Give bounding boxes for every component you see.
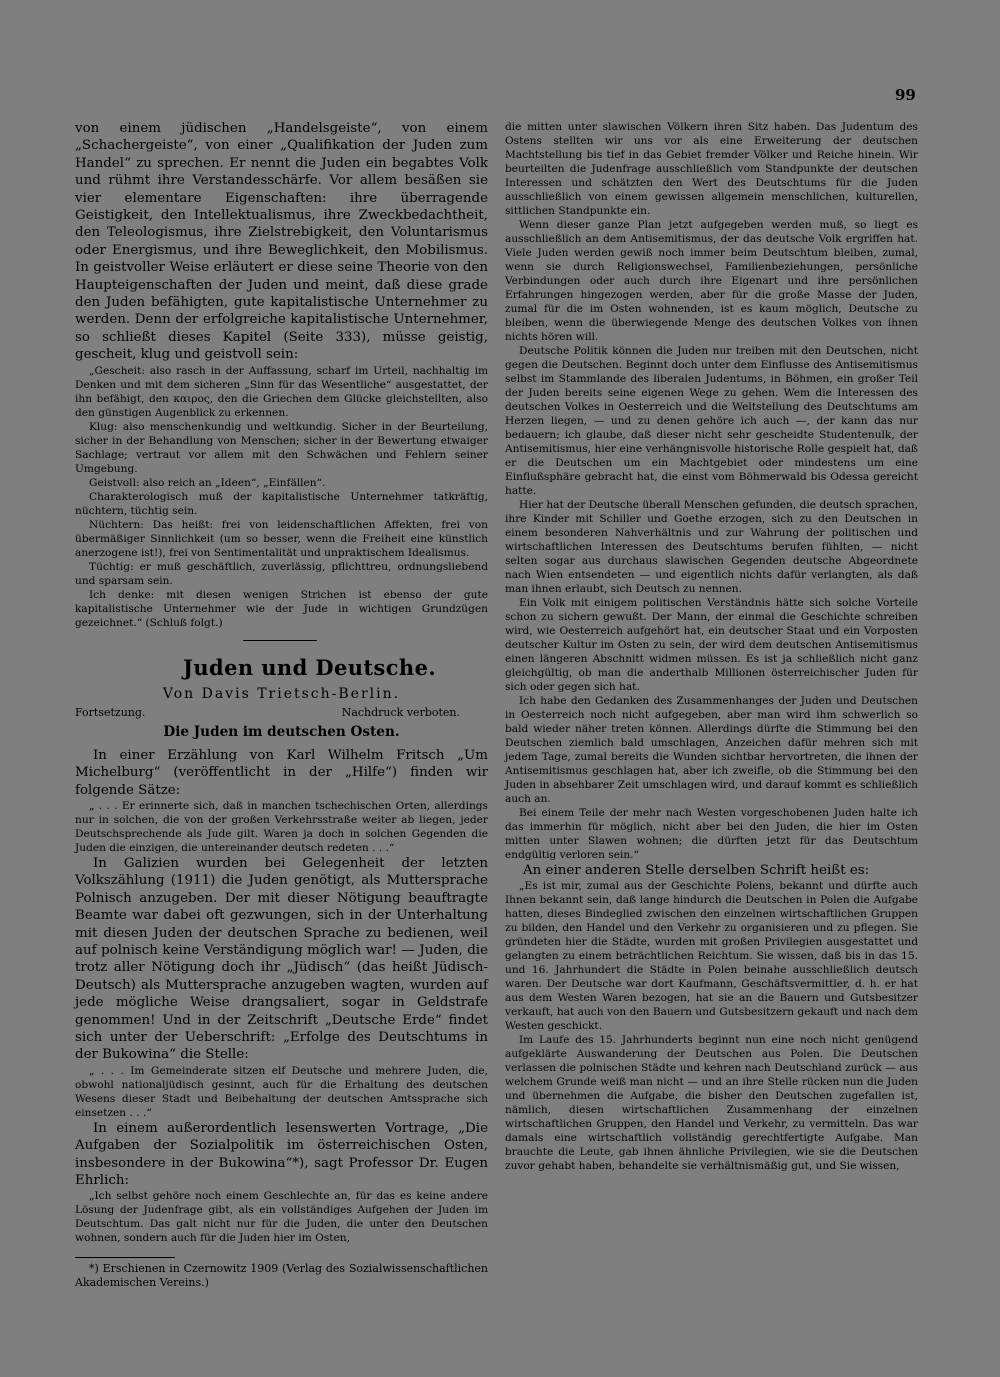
- quote-paragraph: Ich habe den Gedanken des Zusammenhanges der Juden und Deutschen in Oesterreich noch nicht aufgegeben, aber man wird ihm schwerlich so bald wieder näher treten können. Allerdings dürfte die Stimmung bei den Deutschen ziemlich bald umschlagen, Anzeichen dafür mehren sich mit jedem Tage, zumal bereits die Wunden sichtbar hervortreten, die ihnen der Antisemitismus geschlagen hat, aber ich zweifle, ob die Stimmung bei den Juden in absehbarer Zeit umschlagen wird, und darauf kommt es schließlich auch an.: [505, 695, 918, 805]
- article-byline: Von Davis Trietsch-Berlin.: [162, 685, 401, 702]
- footnote: *) Erschienen in Czernowitz 1909 (Verlag des Sozialwissenschaftlichen Akademischen Vereins.): [75, 1262, 488, 1290]
- quote-paragraph: Charakterologisch muß der kapitalistische Unternehmer tatkräftig, nüchtern, tüchtig sein.: [75, 490, 488, 517]
- quote-paragraph: Geistvoll: also reich an „Ideen“, „Einfällen“.: [89, 476, 326, 489]
- quote-paragraph: „Ich selbst gehöre noch einem Geschlechte an, für das es keine andere Lösung der Judenfrage gibt, als ein vollständiges Aufgehen der Juden im Deutschtum. Das galt nicht nur für die Juden, die unter den Deutschen wohnen, sondern auch für die Juden hier im Osten,: [75, 1190, 488, 1245]
- quote-paragraph: Im Laufe des 15. Jahrhunderts beginnt nun eine noch nicht genügend aufgeklärte Auswanderung der Deutschen aus Polen. Die Deutschen verlassen die polnischen Städte und kehren nach Deutschland zurück — aus welchem Grunde weiß man nicht — und an ihre Stelle rücken nun die Juden und übernehmen die Aufgabe, die bisher den Deutschen zugefallen ist, nämlich, diesen wirtschaftlichen Zusammenhang der einzelnen wirtschaftlichen Gruppen, den Handel und Verkehr, zu vermitteln. Das war damals eine wirtschaftlich vollständig gerechtfertigte Aufgabe. Man brauchte die Leute, gab ihnen ähnliche Privilegien, wie sie die Deutschen zuvor gehabt haben, behandelte sie verhältnismäßig gut, und Sie wissen,: [505, 1034, 918, 1173]
- paragraph: In einer Erzählung von Karl Wilhelm Fritsch „Um Michelburg“ (veröffentlicht in der „Hilfe“) finden wir folgende Sätze:: [75, 747, 488, 798]
- quote-paragraph: „ . . . Er erinnerte sich, daß in manchen tschechischen Orten, allerdings nur in solchen, die von der großen Verkehrsstraße weiter ab liegen, jeder Deutschsprechende als Jude gilt. Waren ja doch in solchen Gegenden die Juden die einzigen, die untereinander deutsch redeten . . .“: [75, 799, 488, 854]
- quote-paragraph: Ein Volk mit einigem politischen Verständnis hätte sich solche Vorteile schon zu sichern gewußt. Der Mann, der einmal die Geschichte schreiben wird, wie Oesterreich aufgehört hat, ein deutscher Staat und ein Vorposten deutscher Kultur im Osten zu sein, der wird dem deutschen Antisemitismus einen längeren Abschnitt widmen müssen. Es ist ja schließlich nicht ganz gleichgültig, ob man die anderthalb Millionen österreichischer Juden für sich oder gegen sich hat.: [505, 597, 918, 693]
- quote-paragraph: Nüchtern: Das heißt: frei von leidenschaftlichen Affekten, frei von übermäßiger Sinnlichkeit (um so besser, wenn die Freiheit eine künstlich anerzogene ist!), frei von Sentimentalität und unpraktischem Idealismus.: [75, 518, 488, 559]
- paragraph: von einem jüdischen „Handelsgeiste“, von einem „Schachergeiste“, von einer „Qualifikation der Juden zum Handel“ zu sprechen. Er nennt die Juden ein begabtes Volk und rühmt ihre Verstandesschärfe. Vor allem besäßen sie vier elementare Eigenschaften: ihre überragende Geistigkeit, den Intellektualismus, ihre Zweckbedachtheit, den Teleologismus, ihre Zielstrebigkeit, den Voluntarismus oder Energismus, und ihre Beweglichkeit, den Mobilismus. In geistvoller Weise erläutert er diese seine Theorie von den Haupteigenschaften der Juden und meint, daß diese grade den Juden befähigten, gute kapitalistische Unternehmer zu werden. Denn der erfolgreiche kapitalistische Unternehmer, so schließt dieses Kapitel (Seite 333), müsse geistig, gescheit, klug und geistvoll sein:: [75, 121, 488, 363]
- copyright-note: Nachdruck verboten.: [341, 705, 460, 719]
- page-number: 99: [895, 86, 916, 104]
- article-title: Juden und Deutsche.: [183, 654, 437, 680]
- quote-paragraph: Deutsche Politik können die Juden nur treiben mit den Deutschen, nicht gegen die Deutschen. Beginnt doch unter dem Einflusse des Antisemitismus selbst im Stammlande des liberalen Judentums, in Böhmen, ein großer Teil der Juden bereits seine eigenen Wege zu gehen. Wem die Interessen des deutschen Volkes in Oesterreich und die Weltstellung des Deutschtums am Herzen liegen, — und zu denen gehöre ich auch —, der kann das nur bedauern; ich glaube, daß dieser nicht sehr gescheidte Studentenulk, der Antisemitismus, hier eine verhängnisvolle historische Rolle gespielt hat, daß er die Deutschen um ein Machtgebiet oder mindestens um eine Einflußsphäre gebracht hat, die einst vom Böhmerwald bis Odessa gereicht hatte.: [505, 345, 918, 497]
- quote-paragraph: „ . . . Im Gemeinderate sitzen elf Deutsche und mehrere Juden, die, obwohl nationaljüdisch gesinnt, auch für die Erhaltung des deutschen Wesens dieser Stadt und Beibehaltung der deutschen Amtssprache sich einsetzen . . .“: [75, 1064, 488, 1119]
- quote-paragraph: „Es ist mir, zumal aus der Geschichte Polens, bekannt und dürfte auch Ihnen bekannt sein, daß lange hindurch die Deutschen in Polen die Aufgabe hatten, dieses Bindeglied zwischen den einzelnen wirtschaftlichen Gruppen zu bilden, den Handel und den Verkehr zu organisieren und zu pflegen. Sie gründeten hier die Städte, wurden mit großen Privilegien ausgestattet und gelangten zu einem beträchtlichen Reichtum. Sie wissen, daß bis in das 15. und 16. Jahrhundert die Städte in Polen beinahe ausschließlich deutsch waren. Der Deutsche war dort Kaufmann, Geschäftsvermittler, d. h. er hat aus dem Westen Waren bezogen, hat sie an die Bauern und Gutsbesitzer verkauft, hat auch von den Bauern und Gutsbesitzern gekauft und nach dem Westen geschickt.: [505, 880, 918, 1033]
- quote-paragraph: Hier hat der Deutsche überall Menschen gefunden, die deutsch sprachen, ihre Kinder mit Schiller und Goethe erzogen, sich zu den Deutschen in einem besonderen Nahverhältnis und zur Wahrung der politischen und wirtschaftlichen Interessen des Deutschtums berufen fühlten, — nicht selten sogar aus durchaus slawischen Gegenden deutsche Abgeordnete nach Wien entsendeten — und eigentlich nichts dafür verlangten, als daß man ihnen erlaubt, sich Deutsch zu nennen.: [505, 499, 918, 595]
- right-column: [505, 120, 918, 1173]
- section-divider: [243, 640, 317, 641]
- quote-paragraph: die mitten unter slawischen Völkern ihren Sitz haben. Das Judentum des Ostens stellten wir uns vor als eine Erweiterung der deutschen Machtstellung bis tief in das Gebiet fremder Völker und Reiche hinein. Wir beurteilten die Judenfrage ausschließlich vom Standpunkte der deutschen Interessen und schätzten den Wert des Deutschtums für die Juden ausschließlich von einem gewissen allgemein menschlichen, kulturellen, sittlichen Standpunkte ein.: [505, 121, 918, 217]
- quote-paragraph: Tüchtig: er muß geschäftlich, zuverlässig, pflichttreu, ordnungsliebend und sparsam sein.: [75, 560, 488, 587]
- paragraph: An einer anderen Stelle derselben Schrift heißt es:: [523, 863, 870, 878]
- quote-paragraph: Ich denke: mit diesen wenigen Strichen ist ebenso der gute kapitalistische Unternehmer wie der Jude in wichtigen Grundzügen gezeichnet.“ (Schluß folgt.): [75, 588, 488, 629]
- left-column: [75, 120, 488, 1290]
- quote-paragraph: Wenn dieser ganze Plan jetzt aufgegeben werden muß, so liegt es ausschließlich an dem Antisemitismus, der das deutsche Volk ergriffen hat. Viele Juden werden gewiß noch immer beim Deutschtum bleiben, zumal, wenn sie durch Religionswechsel, Familienbeziehungen, persönliche Verbindungen oder auch durch ihre Eigenart und ihre persönlichen Erfahrungen hingezogen werden, aber für die große Masse der Juden, zumal für die im Osten wohnenden, ist es kaum möglich, Deutsche zu bleiben, wenn die überwiegende Menge des deutschen Volkes von ihnen nichts hören will.: [505, 219, 918, 343]
- paragraph: In Galizien wurden bei Gelegenheit der letzten Volkszählung (1911) die Juden genötigt, als Muttersprache Polnisch anzugeben. Der mit dieser Nötigung beauftragte Beamte war dabei oft gezwungen, sich in der Unterhaltung mit diesen Juden der deutschen Sprache zu bedienen, weil auf polnisch keine Verständigung möglich war! — Juden, die trotz aller Nötigung doch ihr „Jüdisch“ (das heißt Jüdisch-Deutsch) als Muttersprache anzugeben wagten, wurden auf jede mögliche Weise drangsaliert, sogar in Geldstrafe genommen! Und in der Zeitschrift „Deutsche Erde“ findet sich unter der Ueberschrift: „Erfolge des Deutschtums in der Bukowina“ die Stelle:: [75, 855, 488, 1063]
- quote-paragraph: Bei einem Teile der mehr nach Westen vorgeschobenen Juden halte ich das immerhin für möglich, nicht aber bei den Juden, die hier im Osten mitten unter Slawen wohnen; die dürften jetzt für das Deutschtum endgültig verloren sein.“: [505, 807, 918, 861]
- section-heading: Die Juden im deutschen Osten.: [163, 723, 400, 740]
- paragraph: In einem außerordentlich lesenswerten Vortrage, „Die Aufgaben der Sozialpolitik im österreichischen Osten, insbesondere in der Bukowina“*), sagt Professor Dr. Eugen Ehrlich:: [75, 1120, 488, 1188]
- footnote-divider: [75, 1257, 175, 1258]
- quote-paragraph: „Gescheit: also rasch in der Auffassung, scharf im Urteil, nachhaltig im Denken und mit dem sicheren „Sinn für das Wesentliche“ ausgestattet, der ihn befähigt, den καιρος, den die Griechen dem Glücke gleichstellten, also den günstigen Augenblick zu erkennen.: [75, 364, 488, 419]
- continuation-note: Fortsetzung.: [75, 705, 146, 719]
- quote-paragraph: Klug: also menschenkundig und weltkundig. Sicher in der Beurteilung, sicher in der Behandlung von Menschen; sicher in der Bewertung etwaiger Sachlage; vertraut vor allem mit den Schwächen und Fehlern seiner Umgebung.: [75, 420, 488, 475]
- article-meta: [75, 706, 488, 720]
